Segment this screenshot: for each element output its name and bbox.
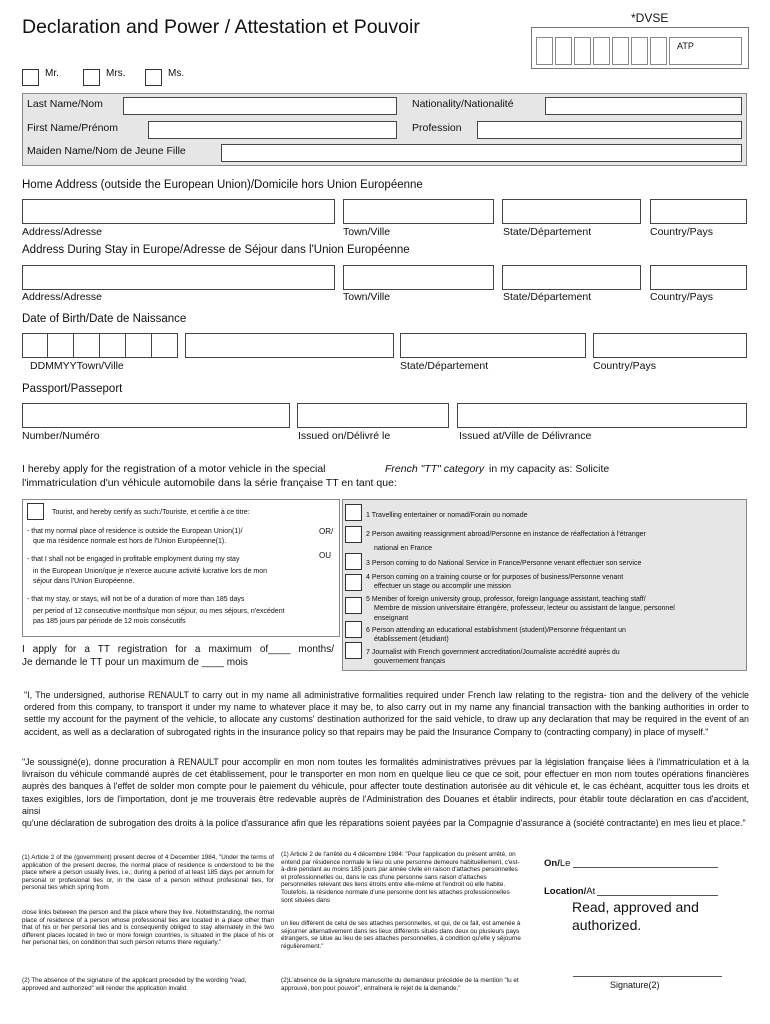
application-line1c: in my capacity as: Solicite [489,463,610,475]
birth-date-town-label: DDMMYYTown/Ville [30,360,124,372]
authorization-fr-2: qu'une déclaration de subrogation des droits à la police d'assurance afin que les réparations soient payées par la Compagnie d'assurance à (société contractante) en mes lieu et place." [22,818,746,828]
capacity-checkbox-1[interactable] [345,504,362,521]
page-title: Declaration and Power / Attestation et Pouvoir [22,16,420,38]
capacity-checkbox-2[interactable] [345,526,362,543]
home-address-heading: Home Address (outside the European Union)/Domicile hors Union Européenne [22,179,423,191]
profession-input[interactable] [477,121,742,139]
stay-town-input[interactable] [343,265,494,290]
dvse-code-cell[interactable] [555,37,572,65]
nationality-input[interactable] [545,97,742,115]
first-name-input[interactable] [148,121,397,139]
capacity-item-4: 4 Person coming on a training course or for purposes of business/Personne venant [366,574,624,581]
duration-condition-fr: pas 185 jours par période de 12 mois consécutifs [33,618,186,625]
capacity-item-6-cont: établissement (étudiant) [374,636,449,643]
dvse-code-cell[interactable] [574,37,591,65]
atp-label: ATP [677,41,694,51]
capacity-checkbox-6[interactable] [345,621,362,638]
capacity-item-5-cont: Membre de mission universitaire étrangère, professeur, lecteur ou assistant de langue, personnel [374,605,675,612]
location-label-bold: Location/ [544,886,587,897]
residence-condition-en: - that my normal place of residence is outside the European Union(1)/ [27,528,243,535]
home-address-label: Address/Adresse [22,226,102,238]
authorization-en: "I, The undersigned, authorise RENAULT to carry out in my name all administrative formalities required under French law relating to the registra- tion and the delivery of the vehicle ordered from this company, to transport it under my name to whatever place it may be, to also carry out in my name any financial transaction with the banking authorities in order to settle my account for the payment of the vehicle, to allocate any customs' destination authorized for the said vehicle, to draw up any declaration that may be required in the event of an accident, as well as a declaration of subrogated rights in the insurance policy so that repairs may be paid the Insurance Company to (contracting company) in place of myself." [24,690,749,737]
location-label-at: At [586,886,596,897]
dvse-code-cell[interactable] [593,37,610,65]
home-state-label: State/Département [503,226,592,238]
last-name-label: Last Name/Nom [27,98,103,110]
read-approved-text: Read, approved and authorized. [572,899,699,933]
stay-state-label: State/Département [503,291,592,303]
employment-condition-en: - that I shall not be engaged in profitable employment during my stay [27,556,240,563]
birth-date-cell[interactable] [126,333,152,358]
home-town-label: Town/Ville [343,226,391,238]
maiden-name-label: Maiden Name/Nom de Jeune Fille [27,145,186,157]
birth-state-label: State/Département [400,360,489,372]
capacity-checkbox-5[interactable] [345,597,362,614]
dvse-label: *DVSE [631,11,669,25]
birth-date-cells [22,333,178,358]
duration-condition-en2: per period of 12 consecutive months/que mon séjour, ou mes séjours, n'excédent [33,608,285,615]
home-country-label: Country/Pays [650,226,714,238]
dvse-code-cells [536,37,667,65]
passport-issued-at-input[interactable] [457,403,747,428]
birth-date-cell[interactable] [48,333,74,358]
stay-country-input[interactable] [650,265,747,290]
stay-address-input[interactable] [22,265,335,290]
birth-date-cell[interactable] [22,333,48,358]
mr-checkbox[interactable] [22,69,39,86]
tourist-checkbox[interactable] [27,503,44,520]
footnote-fr-1b: un lieu différent de celui de ses attaches personnelles, et qui, de ce fait, est amenée à séjourner alternativement dans les lieux différents situés dans deux ou plusieurs pays étrangers, se situe au lieu de ses attaches personnelles, à condition qu'elle y séjourne régulièrement." [281,920,521,950]
mr-label: Mr. [45,68,59,79]
birth-country-label: Country/Pays [593,360,657,372]
residence-condition-fr: que ma résidence normale est hors de l'Union Européenne(1). [33,538,227,545]
location-label [544,886,595,897]
tourist-label: Tourist, and hereby certify as such:/Touriste, et certifie à ce titre: [52,509,250,516]
home-state-input[interactable] [502,199,641,224]
footnote-fr-2: (2)L'absence de la signature manuscrite du demandeur précédée de la mention "lu et approuvé, bon pour pouvoir", entraînera le rejet de la demande." [281,977,519,992]
footnote-en-1b: close links between the person and the place where they live. Notwithstanding, the normal place of residence of a person whose professional ties are located in a place other than that of his or her personal ties and is consequently obliged to stay alternately in the two different places located in two or more foreign countries, is situated in the place of his or her personal ties, on condition that such person returns there regularly." [22,909,274,947]
home-country-input[interactable] [650,199,747,224]
mrs-label: Mrs. [106,68,126,79]
capacity-item-6: 6 Person attending an educational establishment (student)/Personne fréquentant un [366,627,626,634]
ou-label: OU [319,551,331,560]
birth-country-input[interactable] [593,333,747,358]
mrs-checkbox[interactable] [83,69,100,86]
capacity-item-2-cont: national en France [374,545,432,552]
first-name-label: First Name/Prénom [27,122,119,134]
capacity-item-5-cont2: enseignant [374,615,409,622]
profession-label: Profession [412,122,462,134]
capacity-item-3: 3 Person coming to do National Service in France/Personne venant effectuer son service [366,560,642,567]
authorization-fr-1: "Je soussigné(e), donne procuration à RENAULT pour accomplir en mon nom toutes les formalités administratives prévues par la législation française liées à l'immatriculation et à la livraison du véhicule commandé auprès de cet établissement, pour le transporter en mon nom en quelque lieu ce que ce soit, pour effectuer en mon nom toutes opérations financières auprès des banques à l'effet de solder mon compte pour le paiement du véhicule, pour affecter toute destination autorisée au dit véhicule et, le cas échéant, acquitter tous les droits et taxes exigibles, lors de l'importation, dont je me trouverais être redevable auprès de l'Administration des Douanes et établir indirects, pour établir toute déclaration en cas d'accident, ainsi [22,757,749,816]
capacity-item-2: 2 Person awaiting reassignment abroad/Personne en instance de réaffectation à l'étranger [366,531,646,538]
stay-address-label: Address/Adresse [22,291,102,303]
passport-number-input[interactable] [22,403,290,428]
dvse-code-cell[interactable] [612,37,629,65]
signature-label: Signature(2) [610,980,660,990]
on-label-bold: On/ [544,858,560,869]
dvse-code-cell[interactable] [536,37,553,65]
application-line1b: French "TT" category [385,463,485,475]
stay-address-heading: Address During Stay in Europe/Adresse de Séjour dans l'Union Européenne [22,244,410,256]
last-name-input[interactable] [123,97,397,115]
birth-state-input[interactable] [400,333,586,358]
dvse-code-cell[interactable] [650,37,667,65]
employment-condition-en2: in the European Union/que je n'exerce aucune activité lucrative lors de mon [33,568,268,575]
capacity-item-7: 7 Journalist with French government accreditation/Journaliste accrédité auprès du [366,649,620,656]
application-line2: l'immatriculation d'un véhicule automobile dans la série française TT en tant que: [22,477,397,489]
home-town-input[interactable] [343,199,494,224]
footnote-en-2: (2) The absence of the signature of the applicant preceded by the wording "read, approved and authorized" will render the application invalid. [22,977,247,992]
birth-date-cell[interactable] [152,333,178,358]
maiden-name-input[interactable] [221,144,742,162]
capacity-item-4-cont: effectuer un stage ou accomplir une mission [374,583,511,590]
stay-country-label: Country/Pays [650,291,714,303]
max-months-fr: Je demande le TT pour un maximum de ____ mois [22,657,248,668]
capacity-checkbox-3[interactable] [345,553,362,570]
location-line[interactable] [597,895,718,896]
birth-date-cell[interactable] [74,333,100,358]
passport-number-label: Number/Numéro [22,430,100,442]
footnote-en-1a: (1) Article 2 of the (government) present decree of 4 December 1984, "Under the terms of application of the present decree, the normal place of residence is understood to be the place where a person usually lives, i.e.; during a period of at least 185 days per annum for personal or profesional ties or, in the case of a person without profesional ties, for personal ties which spring from [22,854,274,892]
signature-line[interactable] [573,976,722,977]
ms-label: Ms. [168,68,185,79]
passport-issued-on-input[interactable] [297,403,449,428]
capacity-item-1: 1 Travelling entertainer or nomad/Forain ou nomade [366,512,528,519]
footnote-fr-1a: (1) Article 2 de l'arrêté du 4 décembre 1984: "Pour l'application du présent arrêté, on entend par résidence normale le lieu où une personne demeure habituellement, c'est-à-dire pendant au moins 185 jours par année civile en raison d'attaches personnelles et professionnelles ou, dans le cas d'une personne sans raison d'attaches personnelles relevant des liens étroits entre elle-même et l'endroit où elle habite. Toutefois, la résidence normale d'une personne dont les attaches professionnelles sont situées dans [281,851,520,904]
passport-issued-on-label: Issued on/Délivré le [298,430,391,442]
birth-town-input[interactable] [185,333,394,358]
stay-town-label: Town/Ville [343,291,391,303]
on-label-le: Le [559,858,571,869]
passport-heading: Passport/Passeport [22,383,123,395]
dvse-code-cell[interactable] [631,37,648,65]
ms-checkbox[interactable] [145,69,162,86]
birth-heading: Date of Birth/Date de Naissance [22,313,187,325]
birth-date-cell[interactable] [100,333,126,358]
on-date-line[interactable] [573,867,718,868]
on-label [544,858,570,869]
capacity-item-7-cont: gouvernement français [374,658,446,665]
capacity-checkbox-4[interactable] [345,574,362,591]
passport-issued-at-label: Issued at/Ville de Délivrance [459,430,592,442]
or-label: OR/ [319,527,334,536]
stay-state-input[interactable] [502,265,641,290]
duration-condition-en: - that my stay, or stays, will not be of a duration of more than 185 days [27,596,245,603]
capacity-checkbox-7[interactable] [345,642,362,659]
max-months-en: I apply for a TT registration for a maximum of____ months/ [22,644,334,655]
capacity-item-5: 5 Member of foreign university group, professor, foreign language assistant, teaching staff/ [366,596,646,603]
application-line1a: I hereby apply for the registration of a motor vehicle in the special [22,463,326,475]
home-address-input[interactable] [22,199,335,224]
employment-condition-fr: séjour dans l'Union Européenne. [33,578,135,585]
nationality-label: Nationality/Nationalité [412,98,514,110]
